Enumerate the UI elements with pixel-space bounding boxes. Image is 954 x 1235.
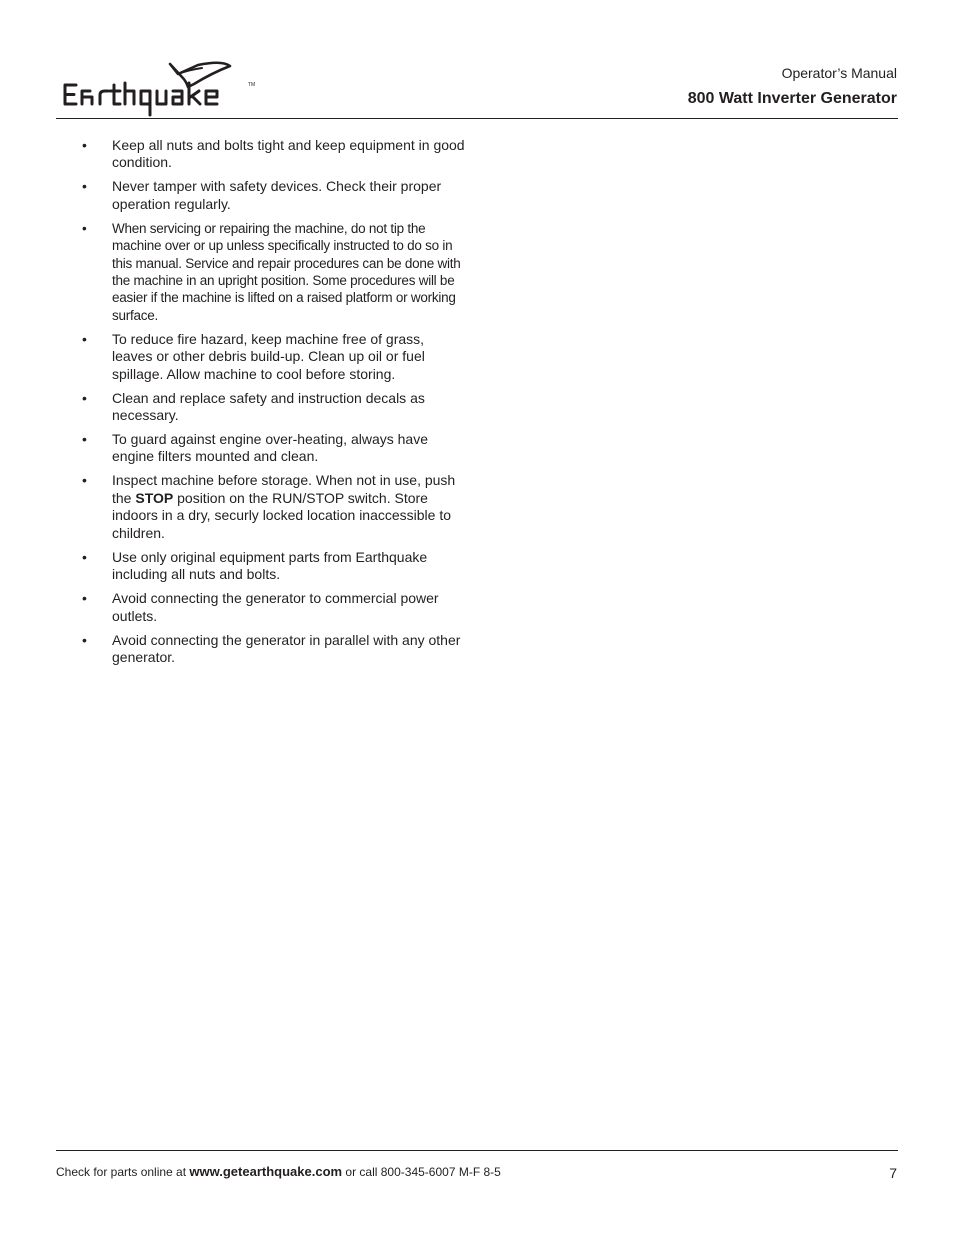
bullet-icon: • [82, 330, 87, 347]
list-item [82, 632, 467, 667]
footer-suffix: or call 800-345-6007 M-F 8-5 [342, 1165, 501, 1179]
list-item-text: When servicing or repairing the machine, do not tip the machine over or up unless specifically instructed to do so in this manual. Service and repair procedures can be done with the machine in an upright position. Some procedures will be easier if the machine is lifted on a raised platform or working surface. [112, 220, 461, 323]
list-item-text: Avoid connecting the generator in parallel with any other generator. [112, 631, 461, 665]
bullet-icon: • [82, 178, 87, 195]
stop-keyword: STOP [135, 489, 174, 506]
list-item [82, 220, 467, 324]
doc-type: Operator’s Manual [781, 65, 897, 81]
earthquake-logo [62, 60, 267, 118]
list-item-text: Inspect machine before storage. When not in use, push the [112, 472, 456, 506]
list-item-text: Keep all nuts and bolts tight and keep equipment in good condition. [112, 137, 465, 171]
list-item-text: Avoid connecting the generator to commercial power outlets. [112, 590, 439, 624]
safety-bullet-list [82, 137, 467, 673]
bullet-icon: • [82, 220, 87, 236]
list-item [82, 590, 467, 625]
bullet-icon: • [82, 431, 87, 448]
footer [56, 1164, 501, 1180]
list-item [82, 431, 467, 466]
header-divider [56, 118, 898, 119]
logo-swoosh-icon [170, 63, 230, 87]
list-item-text: Use only original equipment parts from Earthquake including all nuts and bolts. [112, 548, 428, 583]
page-number: 7 [889, 1165, 897, 1181]
logo-tm: TM [248, 82, 256, 88]
bullet-icon: • [82, 389, 87, 406]
list-item-text: To reduce fire hazard, keep machine free of grass, leaves or other debris build-up. Clean up oil or fuel spillage. Allow machine to cool before storing. [112, 330, 425, 382]
list-item [82, 472, 467, 542]
bullet-icon: • [82, 590, 87, 607]
bullet-icon: • [82, 631, 87, 648]
bullet-icon: • [82, 472, 87, 489]
footer-prefix: Check for parts online at [56, 1165, 190, 1179]
bullet-icon: • [82, 548, 87, 565]
list-item [82, 331, 467, 383]
list-item-text: To guard against engine over-heating, always have engine filters mounted and clean. [112, 431, 428, 465]
logo-wordmark [65, 83, 217, 115]
list-item [82, 549, 467, 584]
list-item [82, 178, 467, 213]
footer-divider [56, 1150, 898, 1151]
website-link[interactable]: www.getearthquake.com [189, 1164, 343, 1179]
list-item-text: position on the RUN/STOP switch. Store indoors in a dry, securly locked location inaccessible to children. [112, 489, 452, 541]
list-item-text: Never tamper with safety devices. Check their proper operation regularly. [112, 178, 442, 212]
header-meta [688, 64, 897, 109]
product-title: 800 Watt Inverter Generator [687, 90, 897, 107]
list-item-text: Clean and replace safety and instruction decals as necessary. [112, 389, 425, 424]
list-item [82, 137, 467, 172]
bullet-icon: • [82, 137, 87, 153]
list-item [82, 390, 467, 425]
